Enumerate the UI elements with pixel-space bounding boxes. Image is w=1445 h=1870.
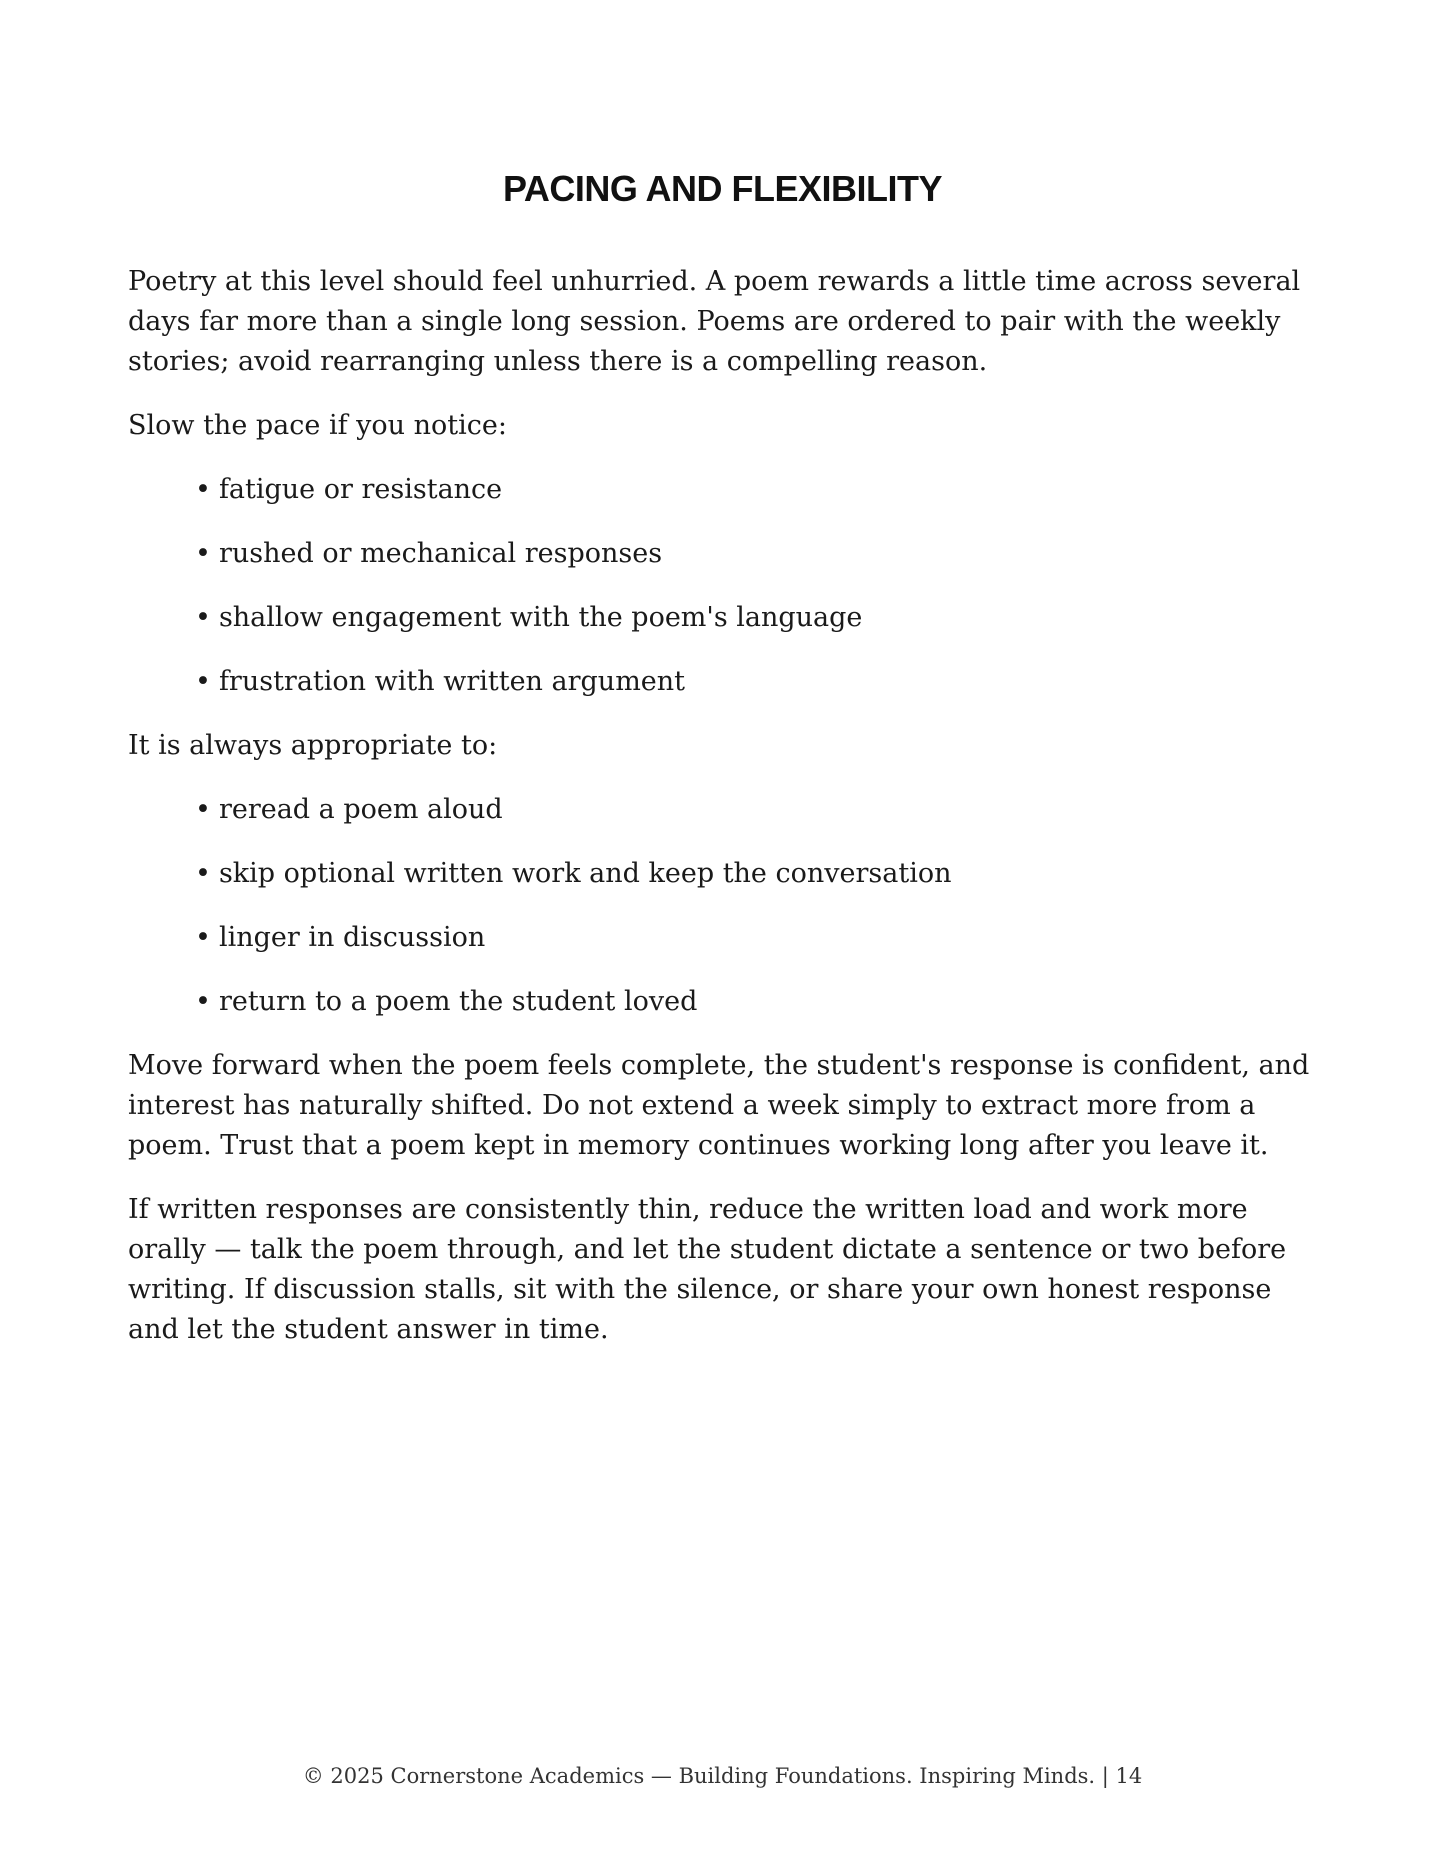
- bullet-icon: •: [195, 986, 211, 1017]
- slow-pace-list: [128, 470, 1328, 702]
- list-item-text: fatigue or resistance: [218, 474, 503, 505]
- bullet-icon: •: [195, 666, 211, 697]
- list-item-text: shallow engagement with the poem's language: [218, 602, 863, 633]
- intro-paragraph: Poetry at this level should feel unhurried. A poem rewards a little time across several days far more than a single long session. Poems are ordered to pair with the weekly stories; avoid rearranging unless there is a compelling reason.: [128, 266, 1301, 377]
- list-item-text: reread a poem aloud: [218, 794, 503, 825]
- bullet-icon: •: [195, 538, 211, 569]
- page-title: PACING AND FLEXIBILITY: [503, 168, 942, 209]
- list-item-text: skip optional written work and keep the conversation: [218, 858, 952, 889]
- list-item: [195, 598, 1328, 638]
- list-item: [195, 982, 1328, 1022]
- page-footer: © 2025 Cornerstone Academics — Building Foundations. Inspiring Minds. | 14: [302, 1764, 1143, 1788]
- list-item-text: frustration with written argument: [218, 666, 686, 697]
- list-item: [195, 662, 1328, 702]
- list-item: [195, 854, 1328, 894]
- move-forward-paragraph: Move forward when the poem feels complete, the student's response is confident, and interest has naturally shifted. Do not extend a week simply to extract more from a poem. Trust that a poem kept in memory continues working long after you leave it.: [128, 1050, 1310, 1161]
- page-body: [128, 262, 1328, 1374]
- bullet-icon: •: [195, 602, 211, 633]
- thin-responses-paragraph: If written responses are consistently thin, reduce the written load and work more orally — talk the poem through, and let the student dictate a sentence or two before writing. If discussion stalls, sit with the silence, or share your own honest response and let the student answer in time.: [128, 1194, 1287, 1345]
- slow-pace-lead: Slow the pace if you notice:: [128, 410, 507, 441]
- list-item-text: return to a poem the student loved: [218, 986, 698, 1017]
- list-item: [195, 534, 1328, 574]
- list-item: [195, 790, 1328, 830]
- bullet-icon: •: [195, 858, 211, 889]
- bullet-icon: •: [195, 474, 211, 505]
- appropriate-list: [128, 790, 1328, 1022]
- list-item-text: rushed or mechanical responses: [218, 538, 663, 569]
- bullet-icon: •: [195, 922, 211, 953]
- bullet-icon: •: [195, 794, 211, 825]
- list-item-text: linger in discussion: [218, 922, 486, 953]
- list-item: [195, 918, 1328, 958]
- list-item: [195, 470, 1328, 510]
- appropriate-lead: It is always appropriate to:: [128, 730, 498, 761]
